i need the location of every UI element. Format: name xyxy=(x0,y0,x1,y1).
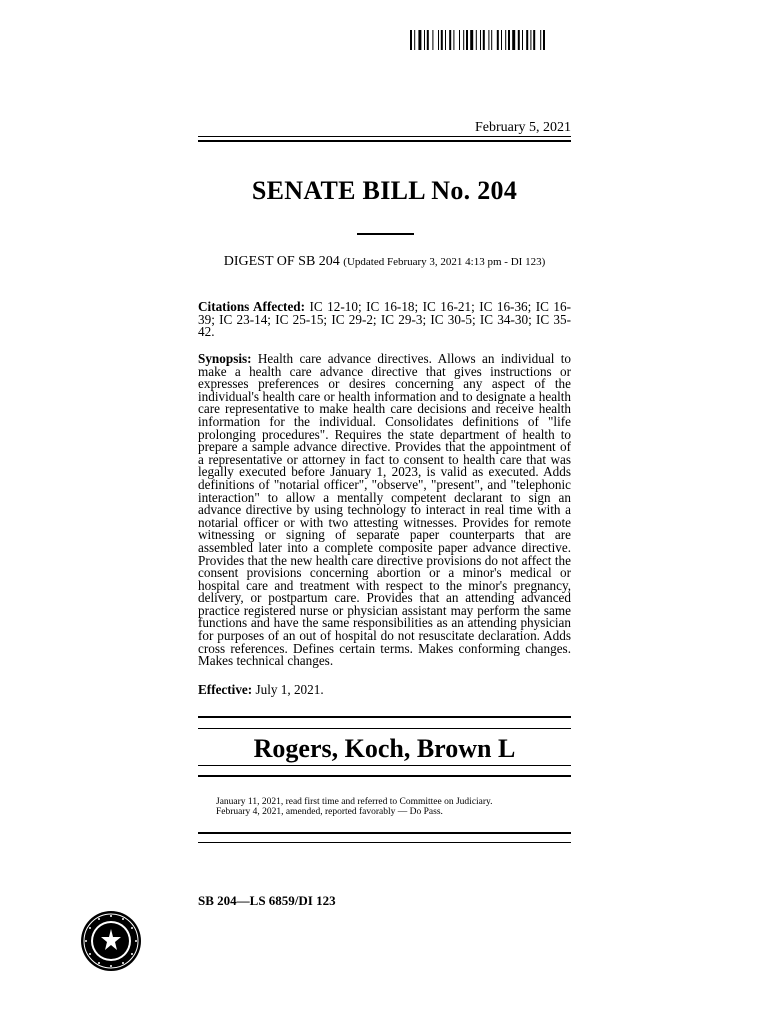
bill-sponsors: Rogers, Koch, Brown L xyxy=(253,734,516,763)
legislative-actions xyxy=(216,797,493,817)
effective-label: Effective: xyxy=(198,682,253,697)
title-divider xyxy=(357,233,414,235)
citations-paragraph xyxy=(198,301,571,339)
digest-label: DIGEST OF SB 204 xyxy=(223,254,340,269)
top-rule-thick xyxy=(198,140,571,142)
barcode-icon xyxy=(410,30,590,50)
action-item: February 4, 2021, amended, reported favorably — Do Pass. xyxy=(216,807,443,817)
action-item: January 11, 2021, read first time and referred to Committee on Judiciary. xyxy=(216,797,493,807)
sponsor-rule-bottom-thick xyxy=(198,775,571,777)
effective-paragraph xyxy=(198,684,571,697)
synopsis-label: Synopsis: xyxy=(198,351,252,366)
sponsor-rule-bottom-thin xyxy=(198,765,571,766)
bill-date: February 5, 2021 xyxy=(474,120,571,135)
citations-text: IC 12-10; IC 16-18; IC 16-21; IC 16-36; IC 16-39; IC 23-14; IC 25-15; IC 29-2; IC 29-3; IC 30-5; IC 34-30; IC 35-42. xyxy=(198,299,572,340)
digest-updated: (Updated February 3, 2021 4:13 pm - DI 123) xyxy=(343,256,546,268)
state-seal-icon xyxy=(80,910,142,972)
top-rule-thin xyxy=(198,136,571,137)
bill-footer-id: SB 204—LS 6859/DI 123 xyxy=(198,893,336,908)
synopsis-text: Health care advance directives. Allows an individual to make a health care advance directive that gives instructions or expresses preferences or desires concerning any aspect of the individual's health care or health information and to designate a health care representative to make health care decisions and receive health information for the individual. Consolidates definitions of "life prolonging procedures". Requires the state department of health to prepare a sample advance directive. Provides that the appointment of a representative or attorney in fact to consent to health care that was legally executed before January 1, 2023, is valid as executed. Adds definitions of "notarial officer", "observe", "present", and "telephonic interaction" to allow a mentally competent declarant to sign an advance directive by using technology to interact in real time with a notarial officer or with two attesting witnesses. Provides for remote witnessing or signing of separate paper counterparts that are assembled later into a complete composite paper advance directive. Provides that the new health care directive provisions do not affect the consent provisions concerning abortion or a minor's medical or hospital care and treatment with respect to the minor's pregnancy, delivery, or postpartum care. Provides that an attending advanced practice registered nurse or physician assistant may perform the same functions and have the same responsibilities as an attending physician for purposes of an out of hospital do not resuscitate declaration. Adds cross references. Defines certain terms. Makes conforming changes. Makes technical changes. xyxy=(198,351,571,669)
sponsor-rule-top-thin xyxy=(198,728,571,729)
sponsor-rule-top-thick xyxy=(198,716,571,718)
effective-text: July 1, 2021. xyxy=(255,682,324,697)
actions-rule-thin xyxy=(198,842,571,843)
actions-rule-thick xyxy=(198,832,571,834)
citations-label: Citations Affected: xyxy=(198,299,306,314)
digest-heading xyxy=(198,254,571,270)
bill-title: SENATE BILL No. 204 xyxy=(251,176,518,205)
synopsis-paragraph xyxy=(198,353,571,668)
